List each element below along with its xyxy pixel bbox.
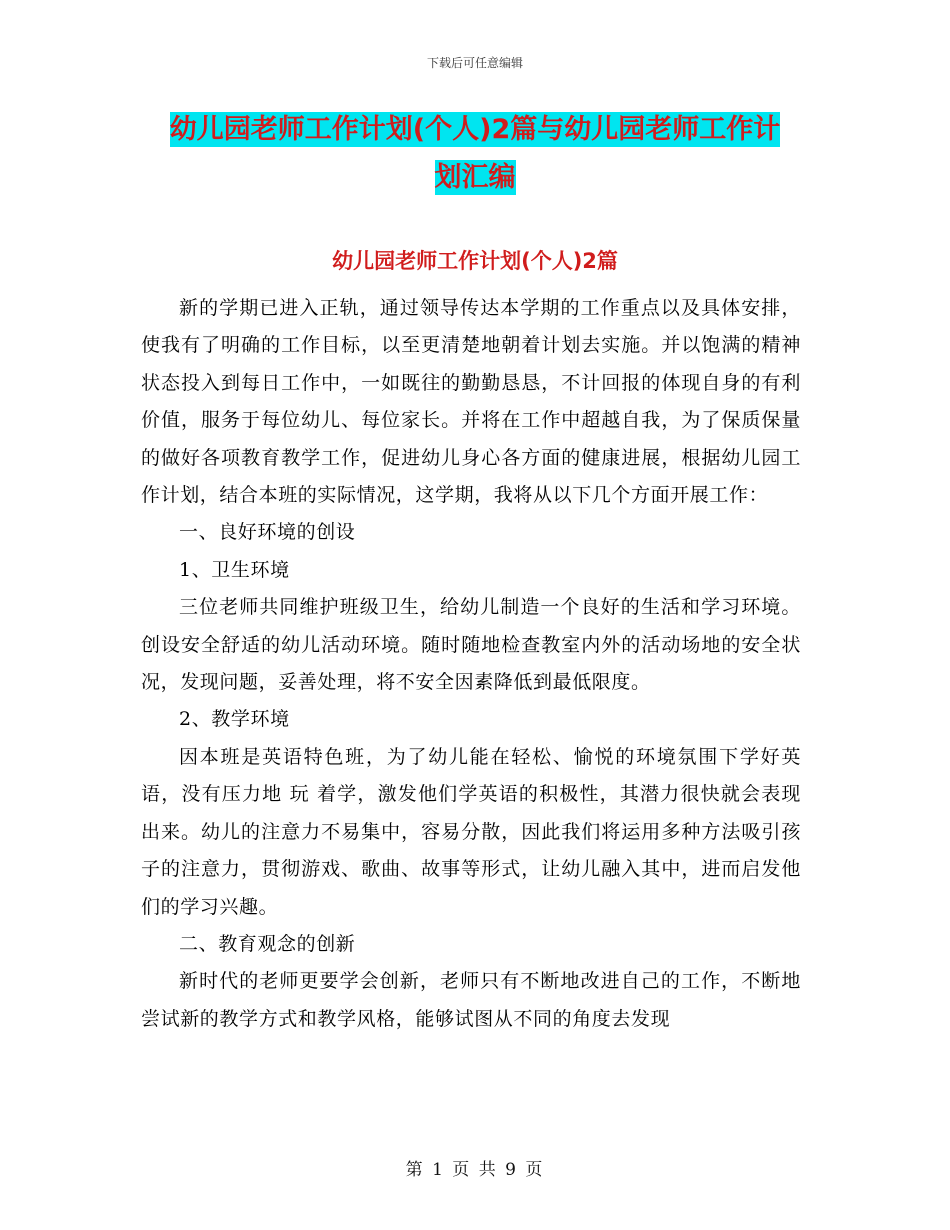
document-body: [141, 290, 801, 1038]
title-line-1: 幼儿园老师工作计划(个人)2篇与幼儿园老师工作计: [169, 114, 781, 145]
section-title: 幼儿园老师工作计划(个人)2篇: [332, 249, 618, 273]
heading-teaching-environment: 2、教学环境: [179, 708, 290, 731]
paragraph-innovation: 新时代的老师更要学会创新，老师只有不断地改进自己的工作，不断地尝试新的教学方式和教学风格，能够试图从不同的角度去发现: [141, 970, 801, 1030]
heading-innovation: 二、教育观念的创新: [179, 932, 356, 955]
title-line-2: 划汇编: [434, 162, 516, 193]
document-title: [140, 106, 810, 202]
paragraph-hygiene: 三位老师共同维护班级卫生，给幼儿制造一个良好的生活和学习环境。创设安全舒适的幼儿活动环境。随时随地检查教室内外的活动场地的安全状况，发现问题，妥善处理，将不安全因素降低到最低限度。: [141, 596, 801, 694]
paragraph-intro: 新的学期已进入正轨，通过领导传达本学期的工作重点以及具体安排，使我有了明确的工作目标，以至更清楚地朝着计划去实施。并以饱满的精神状态投入到每日工作中，一如既往的勤勤恳恳，不计回报的体现自身的有利价值，服务于每位幼儿、每位家长。并将在工作中超越自我，为了保质保量的做好各项教育教学工作，促进幼儿身心各方面的健康进展，根据幼儿园工作计划，结合本班的实际情况，这学期，我将从以下几个方面开展工作：: [141, 297, 801, 507]
heading-environment: 一、良好环境的创设: [179, 521, 356, 544]
page-footer: 第 1 页 共 9 页: [405, 1160, 545, 1180]
heading-hygiene: 1、卫生环境: [179, 558, 290, 581]
paragraph-teaching-environment: 因本班是英语特色班，为了幼儿能在轻松、愉悦的环境氛围下学好英语，没有压力地 玩 着学，激发他们学英语的积极性，其潜力很快就会表现出来。幼儿的注意力不易集中，容易分散，因此我们将运用多种方法吸引孩子的注意力，贯彻游戏、歌曲、故事等形式，让幼儿融入其中，进而启发他们的学习兴趣。: [141, 745, 801, 918]
header-note: 下载后可任意编辑: [426, 56, 523, 70]
